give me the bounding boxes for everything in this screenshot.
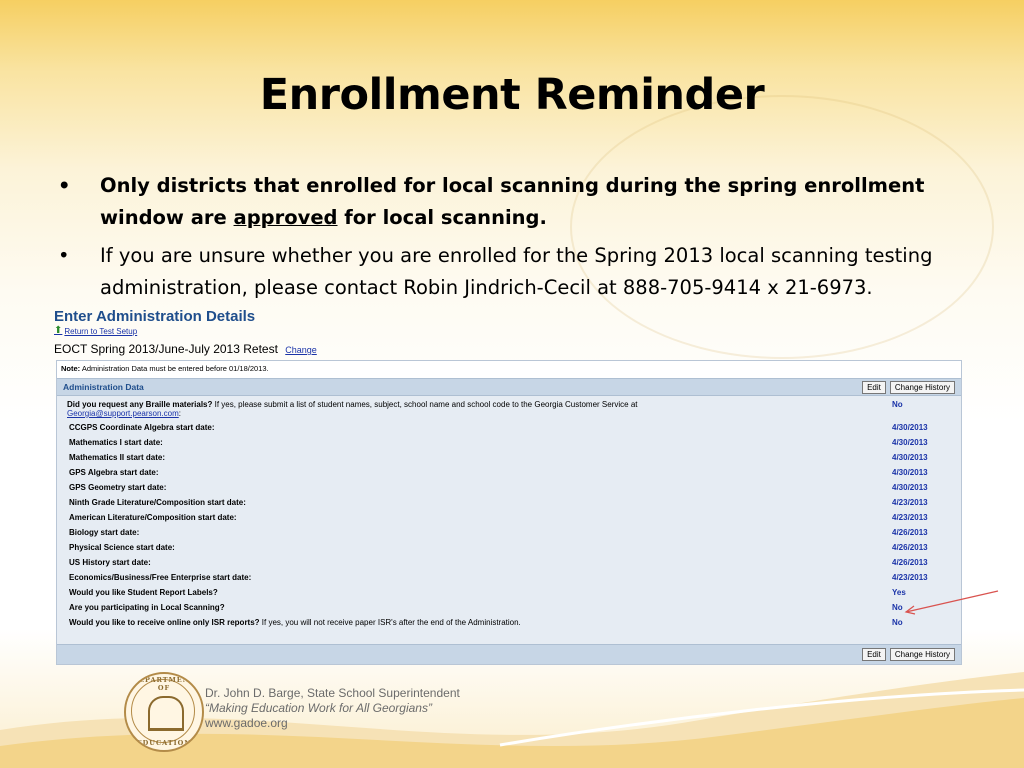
row-question: US History start date: [69,558,151,567]
department-of-education-logo [124,672,204,752]
bullet-item-2 [56,240,1006,304]
note-row [57,361,961,378]
row-question: GPS Algebra start date: [69,468,159,477]
bullet1-text: Only districts that enrolled for local scanning during the spring enrollment window are [100,174,925,229]
isr-answer: No [892,618,903,627]
edit-button-bottom[interactable]: Edit [862,648,886,661]
bullet-item-1 [56,170,1006,234]
website-line: www.gadoe.org [205,716,288,730]
row-answer: 4/30/2013 [892,438,928,447]
section-title: Administration Data [63,382,144,392]
date-row [57,601,961,616]
row-answer: No [892,603,903,612]
edit-button[interactable]: Edit [862,381,886,394]
date-row [57,511,961,526]
row-answer: 4/30/2013 [892,468,928,477]
isr-question-text: Would you like to receive online only ISR reports? [69,618,260,627]
data-rows [57,396,961,647]
change-link[interactable]: Change [285,345,317,355]
change-history-button-bottom[interactable]: Change History [890,648,955,661]
admin-screenshot [54,308,964,659]
return-to-setup-link[interactable] [54,326,964,336]
date-row [57,481,961,496]
row-answer: 4/26/2013 [892,543,928,552]
date-row [57,586,961,601]
return-link-label[interactable]: Return to Test Setup [64,326,138,336]
arch-icon [148,696,184,731]
administration-row [54,342,964,356]
date-row [57,451,961,466]
row-question: CCGPS Coordinate Algebra start date: [69,423,215,432]
administration-panel [56,360,962,665]
row-question: Mathematics II start date: [69,453,166,462]
row-question: Economics/Business/Free Enterprise start date: [69,573,252,582]
bullet2-text: If you are unsure whether you are enrolled for the Spring 2013 local scanning testing administration, please contact Robin Jindrich-Cecil at 888-705-9414 x 21-6973. [100,244,933,299]
change-history-button[interactable]: Change History [890,381,955,394]
braille-question [67,400,807,418]
date-row [57,421,961,436]
row-question: Biology start date: [69,528,140,537]
date-rows [57,421,961,616]
administration-name: EOCT Spring 2013/June-July 2013 Retest [54,342,278,356]
row-answer: 4/30/2013 [892,423,928,432]
section-header [57,378,961,396]
footer-text [205,686,460,731]
row-answer: 4/30/2013 [892,483,928,492]
slogan-line: “Making Education Work for All Georgians” [205,701,432,715]
row-answer: 4/26/2013 [892,528,928,537]
braille-question-text: Did you request any Braille materials? [67,400,213,409]
section-buttons [862,381,955,394]
braille-email-link[interactable]: Georgia@support.pearson.com [67,409,179,418]
bullet-dot: • [58,244,70,267]
row-answer: 4/30/2013 [892,453,928,462]
admin-heading: Enter Administration Details [54,308,256,325]
row-answer: 4/26/2013 [892,558,928,567]
note-label: Note: [61,364,81,373]
row-answer: Yes [892,588,906,597]
date-row [57,436,961,451]
row-question: GPS Geometry start date: [69,483,167,492]
braille-suffix: : [178,409,181,418]
note-text: Administration Data must be entered before 01/18/2013. [80,364,269,373]
isr-row [57,616,961,631]
bullet-dot: • [58,174,71,197]
date-row [57,571,961,586]
braille-row [57,398,961,421]
bullet1-emphasis: approved [233,206,338,229]
isr-detail: If yes, you will not receive paper ISR's after the end of the Administration. [259,618,521,627]
row-answer: 4/23/2013 [892,498,928,507]
date-row [57,526,961,541]
date-row [57,556,961,571]
bullet-list [56,170,1006,310]
row-question: Would you like Student Report Labels? [69,588,218,597]
bullet1-text-end: for local scanning. [337,206,547,229]
superintendent-line: Dr. John D. Barge, State School Superintendent [205,686,460,700]
logo-bottom-text: EDUCATION [136,739,192,747]
date-row [57,541,961,556]
row-question: Physical Science start date: [69,543,175,552]
row-question: Mathematics I start date: [69,438,163,447]
row-answer: 4/23/2013 [892,573,928,582]
row-question: Are you participating in Local Scanning? [69,603,225,612]
date-row [57,466,961,481]
up-arrow-icon: ⬆ [54,325,63,336]
row-question: Ninth Grade Literature/Composition start date: [69,498,246,507]
date-row [57,496,961,511]
braille-detail: If yes, please submit a list of student names, subject, school name and school code to the Georgia Customer Service at [212,400,638,409]
logo-top-text: DEPARTMENT OF [132,676,196,692]
isr-question [69,618,521,627]
row-question: American Literature/Composition start date: [69,513,237,522]
braille-answer: No [892,400,903,409]
slide-title: Enrollment Reminder [259,70,765,120]
row-answer: 4/23/2013 [892,513,928,522]
